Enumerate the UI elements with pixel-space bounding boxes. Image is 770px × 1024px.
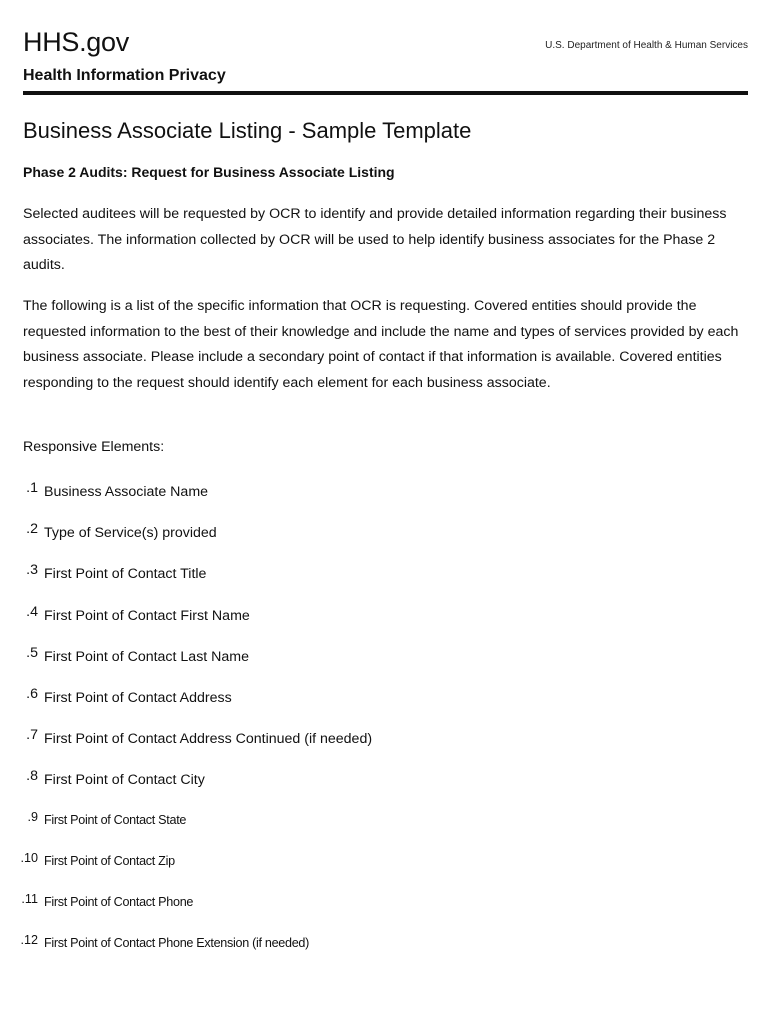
list-item-number: 10. — [20, 850, 38, 865]
list-item-number: 1. — [26, 480, 38, 496]
list-item-label: First Point of Contact City — [44, 772, 205, 789]
requirements-paragraph: The following is a list of the specific information that OCR is requesting. Covered entities should provide the requested information to the best of their knowledge and include the name and types of services provided by each business associate. Please include a secondary point of contact if that information is available. Covered entities responding to the request should identify each element for each business associate. — [23, 298, 739, 391]
list-item — [17, 768, 372, 809]
list-item — [17, 892, 372, 933]
subheading: Phase 2 Audits: Request for Business Associate Listing — [23, 164, 395, 180]
list-item-label: Business Associate Name — [44, 484, 209, 500]
list-item — [17, 933, 372, 974]
list-item-number: 9. — [27, 809, 38, 824]
list-item — [17, 851, 372, 892]
list-item-number: 5. — [26, 644, 38, 661]
list-item-label: First Point of Contact Address Continued (if needed) — [44, 731, 373, 748]
list-item-number: 12. — [20, 933, 38, 948]
list-item-number: 11. — [21, 891, 38, 906]
list-item-label: First Point of Contact Zip — [44, 853, 175, 868]
list-item-number: 3. — [26, 562, 38, 579]
list-item — [17, 521, 372, 562]
page-title: Business Associate Listing - Sample Template — [23, 118, 472, 143]
site-title[interactable]: HHS.gov — [23, 27, 129, 57]
list-item — [17, 604, 372, 645]
section-title: Health Information Privacy — [23, 67, 226, 84]
list-item — [17, 686, 372, 727]
list-item-label: Type of Service(s) provided — [44, 525, 217, 542]
list-item-label: First Point of Contact Phone Extension (if needed) — [44, 936, 310, 951]
list-item — [17, 727, 372, 768]
list-item — [17, 645, 372, 686]
list-item-label: First Point of Contact Last Name — [44, 648, 250, 665]
list-item-label: First Point of Contact First Name — [44, 607, 250, 624]
list-item — [17, 810, 372, 851]
list-item — [17, 480, 372, 521]
agency-name[interactable]: U.S. Department of Health & Human Services — [545, 40, 748, 51]
list-item-number: 4. — [26, 603, 38, 620]
list-item-number: 8. — [26, 768, 38, 785]
intro-paragraph: Selected auditees will be requested by OCR to identify and provide detailed information regarding their business associates. The information collected by OCR will be used to help identify business associates for the Phase 2 audits. — [23, 206, 727, 274]
header-divider — [23, 91, 748, 95]
list-item-label: First Point of Contact Title — [44, 566, 207, 583]
list-item-number: 2. — [26, 521, 38, 538]
list-item-number: 6. — [26, 685, 38, 702]
list-item-number: 7. — [26, 727, 38, 744]
responsive-elements-list — [17, 480, 372, 974]
list-item — [17, 562, 372, 603]
list-item-label: First Point of Contact Phone — [44, 894, 194, 909]
list-item-label: First Point of Contact State — [44, 812, 187, 827]
list-item-label: First Point of Contact Address — [44, 689, 232, 706]
responsive-elements-label: Responsive Elements: — [23, 439, 165, 455]
